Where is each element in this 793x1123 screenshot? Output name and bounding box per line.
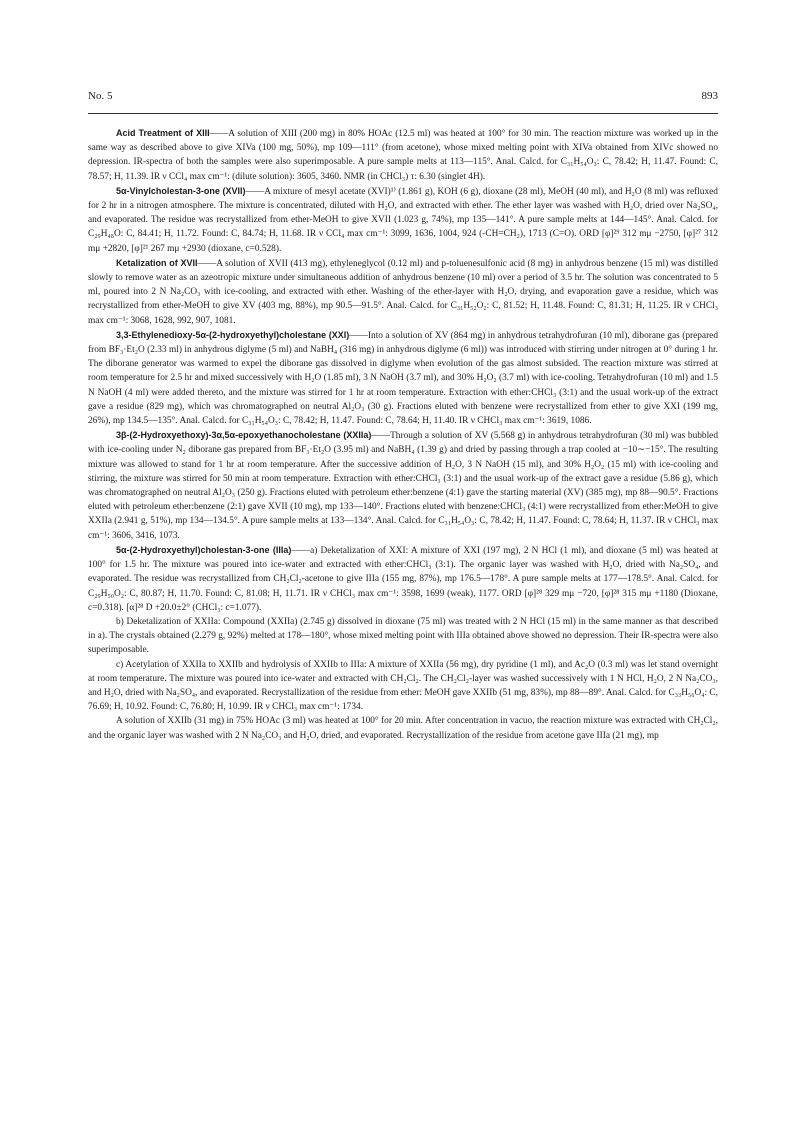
running-header	[88, 86, 718, 108]
journal-issue-number: No. 5	[88, 90, 113, 102]
paragraph-deketalization-b	[88, 615, 718, 658]
journal-page	[88, 86, 718, 741]
paragraph-hydroxyethoxy	[88, 428, 718, 543]
paragraph-text: ——A solution of XVII (413 mg), ethyleneglycol (0.12 ml) and p-toluenesulfonic acid (8 mg) in anhydrous benzene (15 ml) was distilled slowly to remove water as an azeotropic mixture under simultaneous addition of anhydrous benzene (10 ml) over a period of 3.5 hr. The solution was concentrated to 5 ml, poured into 2 N Na₂CO₃ with ice-cooling, and extracted with ether. Washing of the ether-layer with H₂O, drying, and evaporation gave a residue, which was recrystallized from ether-MeOH to give XV (403 mg, 88%), mp 90.5—91.5°. Anal. Calcd. for C₃₁H₅₂O₂: C, 81.52; H, 11.48. Found: C, 81.31; H, 11.25. IR ν CHCl₃ max cm⁻¹: 3068, 1628, 992, 907, 1081.	[88, 258, 718, 326]
paragraph-title: Ketalization of XVII	[116, 257, 198, 268]
paragraph-acid-treatment	[88, 126, 718, 184]
paragraph-text: A solution of XXIIb (31 mg) in 75% HOAc (3 ml) was heated at 100° for 20 min. After concentration in vacuo, the reaction mixture was extracted with CH₂Cl₂, and the organic layer was washed with 2 N Na₂CO₃ and H₂O, dried, and evaporated. Recrystallization of the residue from acetone gave IIIa (21 mg), mp	[88, 716, 718, 741]
paragraph-hydrolysis	[88, 714, 718, 742]
header-rule	[88, 113, 718, 114]
paragraph-ethylenedioxy	[88, 328, 718, 428]
paragraph-title: 3β-(2-Hydroxyethoxy)-3α,5α-epoxyethanocholestane (XXIIa)	[116, 430, 372, 441]
page-number: 893	[701, 90, 718, 102]
paragraph-title: 5α-Vinylcholestan-3-one (XVII)	[116, 185, 246, 196]
paragraph-acetylation-c	[88, 658, 718, 715]
paragraph-ketalization	[88, 256, 718, 328]
paragraph-title: 5α-(2-Hydroxyethyl)cholestan-3-one (IIIa)	[116, 544, 292, 555]
paragraph-title: Acid Treatment of XIII	[116, 128, 210, 138]
paragraph-text: c) Acetylation of XXIIa to XXIIb and hydrolysis of XXIIb to IIIa: A mixture of XXIIa (56 mg), dry pyridine (1 ml), and Ac₂O (0.3 ml) was let stand overnight at room temperature. The mixture was poured into ice-water and extracted with CH₂Cl₂. The CH₂Cl₂-layer was washed successively with 1 N HCl, H₂O, 2 N Na₂CO₃, and H₂O, dried with Na₂SO₄, and evaporated. Recrystallization of the residue from ether: MeOH gave XXIIb (51 mg, 83%), mp 88—89°. Anal. Calcd. for C₃₃H₅₆O₄: C, 76.69; H, 10.92. Found: C, 76.80; H, 10.99. IR ν CHCl₃ max cm⁻¹: 1734.	[88, 659, 718, 713]
paragraph-text: ——Through a solution of XV (5.568 g) in anhydrous tetrahydrofuran (30 ml) was bubbled with ice-cooling under N₂ diborane gas prepared from BF₃·Et₂O (3.95 ml) and NaBH₄ (1.39 g) and dried by passing through a trap cooled at −10∼−15°. The resulting mixture was allowed to stand for 1 hr at room temperature. After the successive addition of H₂O, 3 N NaOH (15 ml), and 30% H₂O₂ (15 ml) with ice-cooling and stirring, the mixture was stirred for 50 min at room temperature. Extraction with ether:CHCl₃ (3:1) and the usual work-up of the extract gave a residue (5.86 g), which was chromatographed on neutral Al₂O₃ (250 g). Fractions eluted with petroleum ether:benzene (4:1) gave the starting material (XV) (385 mg), mp 88—90.5°. Fractions eluted with petroleum ether:benzene (2:1) gave XVII (10 mg), mp 133—140°. Fractions eluted with benzene:CHCl₃ (4:1) were recrystallized from ether:MeOH to give XXIIa (2.941 g, 51%), mp 134—134.5°. A pure sample melts at 133—134°. Anal. Calcd. for C₃₁H₅₄O₃: C, 78.42; H, 11.47. Found: C, 78.64; H, 11.37. IR ν CHCl₃ max cm⁻¹: 3606, 3416, 1073.	[88, 431, 718, 541]
paragraph-vinylcholestanone	[88, 184, 718, 256]
paragraph-text: ——A solution of XIII (200 mg) in 80% HOAc (12.5 ml) was heated at 100° for 30 min. The reaction mixture was worked up in the same way as described above to give XIVa (100 mg, 50%), mp 109—111° (from acetone), whose mixed melting point with XIVa obtained from XIVc showed no depression. IR-spectra of both the samples were also superimposable. A pure sample melts at 113—115°. Anal. Calcd. for C₃₁H₅₄O₃: C, 78.42; H, 11.47. Found: C, 78.57; H, 11.39. IR ν CCl₄ max cm⁻¹: (dilute solution): 3605, 3460. NMR (in CHCl₃) τ: 6.30 (singlet 4H).	[88, 129, 718, 182]
paragraph-text: ——Into a solution of XV (864 mg) in anhydrous tetrahydrofuran (10 ml), diborane gas (prepared from BF₃·Et₂O (2.33 ml) in anhydrous diglyme (5 ml) and NaBH₄ (316 mg) in anhydrous diglyme (6 ml)) was introduced with stirring under nitrogen at 0° during 1 hr. The diborane generator was warmed to expel the diborane gas dissolved in diglyme when evolution of the gas almost subsided. The reaction mixture was stirred at room temperature for 2.5 hr and mixed successively with H₂O (1.85 ml), 3 N NaOH (3.7 ml), and 30% H₂O₂ (3.7 ml) with ice-cooling. Tetrahydrofuran (10 ml) and 1.5 N NaOH (4 ml) were added thereto, and the mixture was stirred for 1 hr at room temperature. Extraction with ether:CHCl₃ (3:1) and the usual work-up of the extract gave a residue (829 mg), which was chromatographed on neutral Al₂O₃ (30 g). Fractions eluted with benzene were recrystallized from ether to give XXI (199 mg, 26%), mp 134.5—135°. Anal. Calcd. for C₃₁H₅₄O₃: C, 78.42; H, 11.47. Found: C, 78.64; H, 11.40. IR ν CHCl₃ max cm⁻¹: 3619, 1086.	[88, 330, 718, 427]
paragraph-text: b) Deketalization of XXIIa: Compound (XXIIa) (2.745 g) dissolved in dioxane (75 ml) was treated with 2 N HCl (15 ml) in the same manner as that described in a). The crystals obtained (2.279 g, 92%) melted at 178—180°, whose mixed melting point with IIIa obtained above showed no depression. Their IR-spectra were also superimposable.	[88, 616, 718, 656]
paragraph-text: ——A mixture of mesyl acetate (XVI)¹⁾ (1.861 g), KOH (6 g), dioxane (28 ml), MeOH (40 ml), and H₂O (8 ml) was refluxed for 2 hr in a nitrogen atmosphere. The mixture is concentrated, diluted with H₂O, and extracted with ether. The ether layer was washed with H₂O, dried over Na₂SO₄, and evaporated. The residue was recrystallized from ether-MeOH to give XVII (1.023 g, 74%), mp 135—141°. A pure sample melts at 144—145°. Anal. Calcd. for C₂₉H₄₈O: C, 84.41; H, 11.72. Found: C, 84.74; H, 11.68. IR ν CCl₄ max cm⁻¹: 3099, 1636, 1004, 924 (-CH=CH₂), 1713 (C=O). ORD [φ]²⁹ 312 mμ −2750, [φ]²⁷ 312 mμ +2820, [φ]²¹ 267 mμ +2930 (dioxane, c=0.528).	[88, 186, 718, 254]
paragraph-hydroxyethyl-cholestanone	[88, 543, 718, 615]
paragraph-title: 3,3-Ethylenedioxy-5α-(2-hydroxyethyl)cholestane (XXI)	[116, 329, 350, 340]
paragraph-text: ——a) Deketalization of XXI: A mixture of XXI (197 mg), 2 N HCl (1 ml), and dioxane (5 ml) was heated at 100° for 1.5 hr. The mixture was poured into ice-water and extracted with ether:CHCl₃ (3:1). The organic layer was washed with H₂O, dried with Na₂SO₄, and evaporated. The residue was recrystallized from CH₂Cl₂-acetone to give IIIa (155 mg, 87%), mp 176.5—178°. A pure sample melts at 177—178.5°. Anal. Calcd. for C₂₉H₅₀O₂: C, 80.87; H, 11.70. Found: C, 81.08; H, 11.71. IR ν CHCl₃ max cm⁻¹: 3598, 1699 (weak), 1177. ORD [φ]²⁸ 329 mμ −720, [φ]²⁸ 315 mμ +1180 (Dioxane, c=0.318). [α]²⁸ D +20.0±2° (CHCl₃: c=1.077).	[88, 545, 718, 613]
experimental-body	[88, 126, 718, 743]
